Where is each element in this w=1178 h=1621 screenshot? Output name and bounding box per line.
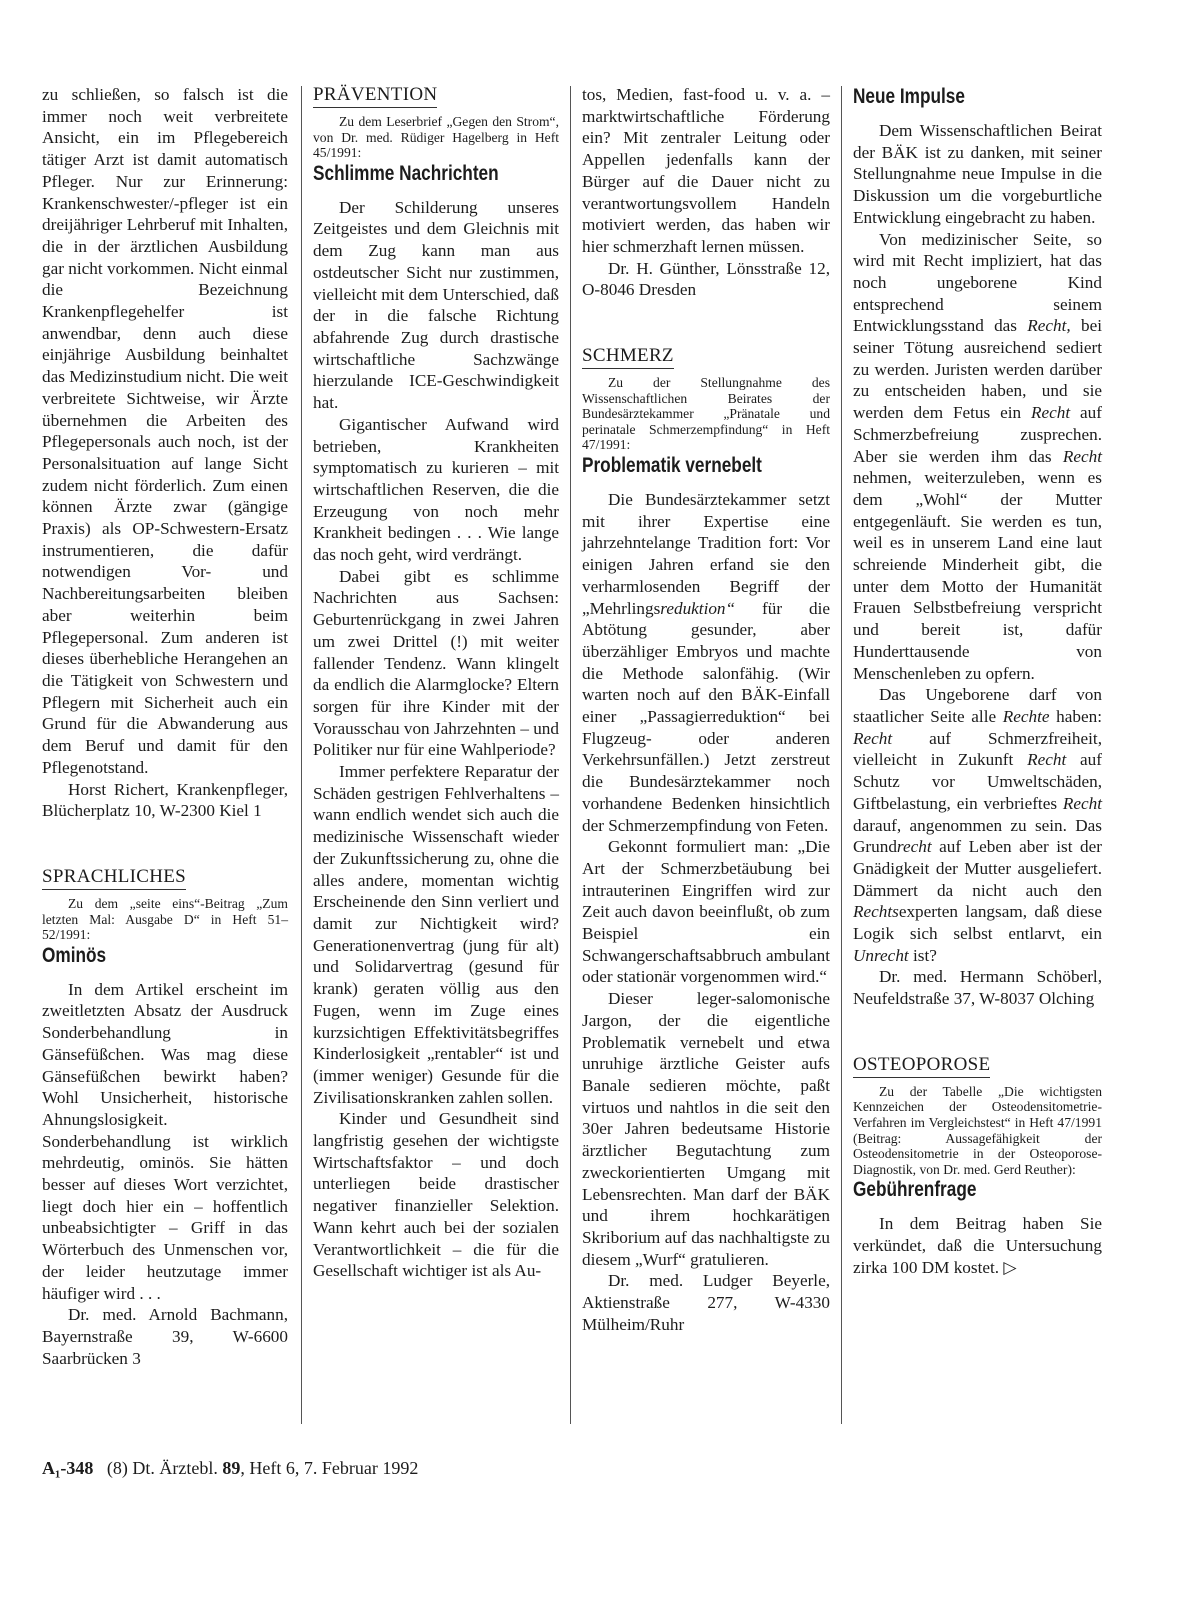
column-rule	[301, 86, 302, 1424]
body-paragraph: Kinder und Gesundheit sind langfristig gesehen der wichtigste Wirtschaftsfaktor – und doch unterliegen beide drastischer negativer finanzieller Selektion. Wann kehrt auch bei der sozialen Verantwortlichkeit – die für die Gesellschaft wichtiger ist als Au-	[313, 1109, 559, 1281]
italic-run: recht	[896, 837, 932, 857]
body-paragraph: Gekonnt formuliert man: „Die Art der Schmerzbetäubung bei intrauterinen Eingriffen wird zur Zeit auch davon beeinflußt, ob zum Beispiel ein Schwangerschaftsabbruch ambulant oder stationär vorgenommen wird.“	[582, 837, 830, 987]
text-run: auf Schmerzbefreiung zusprechen. Aber sie werden ihm das	[853, 403, 1102, 466]
reference-note: Zu der Tabelle „Die wichtigsten Kennzeichen der Osteodensitometrie-Verfahren im Vergleichstest“ in Heft 47/1991 (Beitrag: Aussagefähigkeit der Osteodensitometrie in der Osteoporose-Diagnostik, von Dr. med. Gerd Reuther):	[853, 1083, 1102, 1177]
spacer	[853, 1010, 1102, 1054]
body-paragraph: Dabei gibt es schlimme Nachrichten aus Sachsen: Geburtenrückgang in zwei Jahren um zwei Drittel (!) mit weiter fallender Tendenz. Wann klingelt da endlich die Alarmglocke? Eltern sorgen für ihre Kinder mit der Vorausschau von Jahrzehnten – und Politiker nur für eine Wahlperiode?	[313, 566, 559, 760]
body-paragraph: zu schließen, so falsch ist die immer noch weit verbreitete Ansicht, ein im Pflegebereich tätiger Arzt ist damit automatisch Pfleger. Nur zur Erinnerung: Krankenschwester/-pfleger ist ein dreijähriger Lehrberuf mit Inhalten, die in der ärztlichen Ausbildung gar nicht vorkommen. Nicht einmal die Bezeichnung Krankenpflegehelfer ist anwendbar, denn auch diese einjährige Ausbildung beinhaltet das Medizinstudium nicht. Die weit verbreitete Sichtweise, wir Ärzte übernehmen die Arbeiten des Pflegepersonals auch noch, ist der Personalsituation auf lange Sicht zudem nicht förderlich. Zum einen können Ärzte zwar (gängige Praxis) als OP-Schwestern-Ersatz instrumentieren, die dafür notwendigen Vor- und Nachbereitungsarbeiten bleiben aber weiterhin beim Pflegepersonal. Zum anderen ist dieses überhebliche Herangehen an die Tätigkeit von Schwestern und Pflegern mit Sicherheit auch ein Grund für die Abwanderung aus dem Beruf und damit für den Pflegenotstand.	[42, 85, 288, 777]
reference-note: Zu dem „seite eins“-Beitrag „Zum letzten Mal: Ausgabe D“ in Heft 51–52/1991:	[42, 895, 288, 943]
letter-headline: Schlimme Nachrichten	[313, 161, 499, 185]
body-paragraph: tos, Medien, fast-food u. v. a. – marktwirtschaftliche Förderung ein? Mit zentraler Leitung oder Appellen jedenfalls kann der Bürger auf die Dauer nicht zu verantwortungsvollem Handeln motiviert werden, das haben wir hier schmerzhaft lernen müssen.	[582, 85, 830, 256]
issue-date: , Heft 6, 7. Februar 1992	[240, 1458, 419, 1478]
letter-headline: Problematik vernebelt	[582, 454, 762, 477]
text-run: bei seiner Tötung ausreichend sediert zu werden. Juristen werden darüber zu entscheiden haben, und sie werden dem Fetus ein	[853, 316, 1102, 423]
journal-citation: (8) Dt. Ärztebl.	[106, 1458, 223, 1478]
italic-run: Rechts	[853, 902, 899, 922]
section-label: SPRACHLICHES	[42, 866, 186, 890]
italic-run: Recht	[1062, 793, 1102, 813]
text-run: auf Schmerzfreiheit, vielleicht in Zukunft	[853, 728, 1102, 770]
text-run: auf Leben aber ist der Gnädigkeit der Mutter ausgeliefert. Dämmert da nicht auch den	[853, 837, 1102, 900]
text-run: Die Bundesärztekammer setzt mit ihrer Expertise eine jahrzehntelange Tradition fort: Vor einigen Jahren erfand sie den verharmlosenden Begriff der „Mehrlings	[582, 490, 830, 618]
italic-run: Unrecht	[853, 945, 909, 965]
section-label: SCHMERZ	[582, 345, 674, 369]
volume-number: 89	[222, 1458, 241, 1478]
text-run: für die Abtötung gesunder, aber überzähliger Embryos und machte die Methode salonfähig. (Wir warten noch auf den BÄK-Einfall einer „Passagierreduktion“ bei Flugzeug- oder anderen Verkehrsunfällen.) Jetzt zerstreut die Bundesärztekammer noch vorhandene Bedenken hinsichtlich der Schmerzempfindung von Feten.	[582, 598, 830, 835]
text-run: auf Schutz vor Umweltschäden, Giftbelastung, ein verbrieftes	[853, 750, 1102, 813]
text-run: haben:	[1049, 706, 1102, 726]
letter-headline: Ominös	[42, 943, 107, 967]
letter-headline: Gebührenfrage	[853, 1178, 977, 1202]
page-footer	[42, 1458, 418, 1479]
text-run: darauf, angenommen zu sein. Das Grund	[853, 815, 1102, 857]
column-rule	[841, 86, 842, 1424]
column-4	[853, 84, 1102, 1279]
text-run: ist?	[908, 945, 937, 965]
text-run: experten langsam, daß diese Logik sich selbst entlarvt, ein	[853, 902, 1102, 944]
body-paragraph: Dem Wissenschaftlichen Beirat der BÄK ist zu danken, mit seiner Stellungnahme neue Impulse in die Diskussion um die vorgeburtliche Entwicklung eingebracht zu haben.	[853, 121, 1102, 227]
letter-headline: Neue Impulse	[853, 85, 965, 108]
spacer	[582, 301, 830, 345]
column-2	[313, 84, 559, 1282]
body-paragraph: Immer perfektere Reparatur der Schäden gestrigen Fehlverhaltens – wann endlich wendet sich auch die medizinische Wissenschaft wieder der Zukunftssicherung zu, ohne die alles andere, momentan wichtig Erscheinende den Sinn verliert und damit zur Nichtigkeit wird? Generationenvertrag (jung für alt) und Solidarvertrag (gesund für krank) geraten völlig aus den Fugen, wenn im Zuge eines kurzsichtigen Effektivitätsbegriffes Kinderlosigkeit „rentabler“ ist und (immer weniger) Gesunde für die Zivilisationskranken zahlen sollen.	[313, 762, 559, 1107]
italic-run: Rechte	[1002, 706, 1050, 726]
text-run: Von medizinischer Seite, so wird mit Recht impliziert, hat das noch ungeborene Kind entsprechend seinem Entwicklungsstand das	[853, 229, 1102, 336]
body-paragraph: Dieser leger-salomonische Jargon, der die eigentliche Problematik vernebelt und etwa unruhige ärztliche Geister aufs Banale sedieren möchte, paßt virtuos und nahtlos in die seit den 30er Jahren bedeutsame Historie ärztlicher Begutachtung zum zweckorientierten Umgang mit Lebensrechten. Man darf der BÄK und ihrem hochkarätigen Skriborium auf das nachhaltigste zu diesem „Wurf“ gratulieren.	[582, 989, 830, 1269]
body-paragraph: In dem Artikel erscheint im zweitletzten Absatz der Ausdruck Sonderbehandlung in Gänsefüßchen. Was mag diese Gänsefüßchen bewirkt haben? Wohl Unsicherheit, historische Ahnungslosigkeit. Sonderbehandlung ist wirklich mehrdeutig, ominös. Sie hätten besser auf dieses Wort verzichtet, liegt doch hier ein – hoffentlich unbeabsichtigter – Griff in das Wörterbuch des Unmenschen vor, der leider heutzutage immer häufiger wird . . .	[42, 979, 288, 1303]
body-paragraph: Der Schilderung unseres Zeitgeistes und dem Gleichnis mit dem Zug kann man aus ostdeutscher Sicht nur zustimmen, vielleicht mit dem Unterschied, daß der in die falsche Richtung abfahrende Zug durch drastische wirtschaftliche Sachzwänge hierzulande ICE-Geschwindigkeit hat.	[313, 197, 559, 413]
column-rule	[570, 86, 571, 1424]
body-paragraph: Gigantischer Aufwand wird betrieben, Krankheiten symptomatisch zu kurieren – mit wirtschaftlichen Reserven, die die Erzeugung von noch mehr Krankheit bedingen . . . Wie lange das noch geht, wird verdrängt.	[313, 414, 559, 565]
italic-run: Recht	[1027, 750, 1067, 770]
section-label: OSTEOPOROSE	[853, 1054, 990, 1078]
body-paragraph	[853, 684, 1102, 966]
letter-signature: Dr. med. Ludger Beyerle, Aktienstraße 277, W-4330 Mülheim/Ruhr	[582, 1271, 830, 1334]
italic-run: Recht	[1062, 446, 1102, 466]
italic-run: Recht,	[1027, 316, 1071, 336]
reference-note: Zu der Stellungnahme des Wissenschaftlichen Beirates der Bundesärztekammer „Pränatale und perinatale Schmerzempfindung“ in Heft 47/1991:	[582, 375, 830, 453]
italic-run: reduktion“	[660, 598, 736, 618]
reference-note: Zu dem Leserbrief „Gegen den Strom“, von Dr. med. Rüdiger Hagelberg in Heft 45/1991:	[313, 114, 559, 161]
page-number: A₁-348	[42, 1458, 94, 1478]
column-1	[42, 84, 288, 1369]
body-paragraph	[582, 489, 830, 836]
letter-signature: Horst Richert, Krankenpfleger, Blücherplatz 10, W-2300 Kiel 1	[42, 779, 288, 821]
text-run: nehmen, weiterzuleben, wenn es dem „Wohl“ der Mutter entgegenläuft. Sie werden es tun, weil es in unserem Land eine laut schreiende Minderheit gibt, die unter dem Motto der Humanität Frauen Selbstbefreiung verspricht und bereit ist, dafür Hunderttausende von Menschenleben zu opfern.	[853, 468, 1102, 683]
section-label: PRÄVENTION	[313, 84, 437, 108]
body-paragraph	[853, 229, 1102, 685]
letter-signature: Dr. med. Hermann Schöberl, Neufeldstraße 37, W-8037 Olching	[853, 967, 1102, 1009]
spacer	[42, 822, 288, 866]
column-3	[582, 84, 830, 1335]
italic-run: Recht	[853, 728, 893, 748]
text-run: Das Ungeborene darf von staatlicher Seite alle	[853, 685, 1102, 726]
letter-signature: Dr. H. Günther, Lönsstraße 12, O-8046 Dresden	[582, 258, 830, 300]
letter-signature: Dr. med. Arnold Bachmann, Bayernstraße 39, W-6600 Saarbrücken 3	[42, 1305, 288, 1368]
italic-run: Recht	[1031, 403, 1071, 423]
body-paragraph: In dem Beitrag haben Sie verkündet, daß die Untersuchung zirka 100 DM kostet. ▷	[853, 1214, 1102, 1277]
